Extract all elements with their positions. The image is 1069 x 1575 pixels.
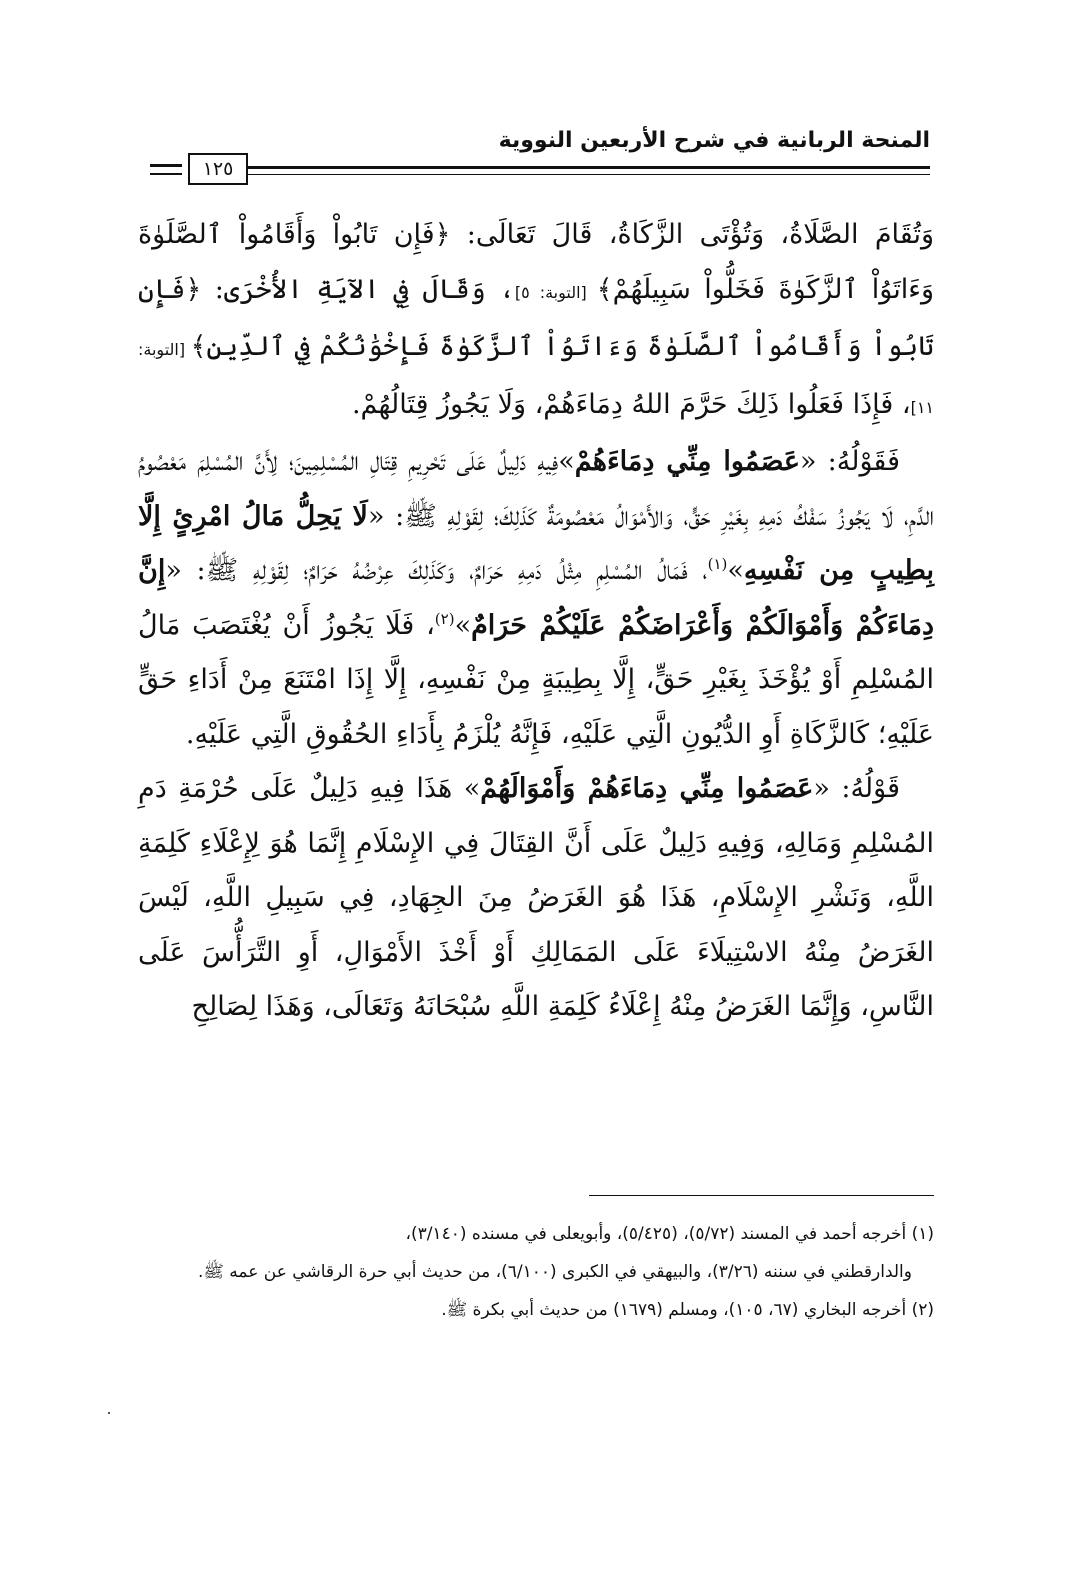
footnote-separator	[589, 1195, 934, 1196]
hadith-quote: عَصَمُوا مِنِّي دِمَاءَهُمْ وَأَمْوَالَهُمْ	[480, 773, 814, 804]
footnote-2: (٢) أخرجه البخاري (٦٧، ١٠٥)، ومسلم (١٦٧٩) من حديث أبي بكرة ﷺ.	[441, 1300, 934, 1320]
verse-reference: [التوبة: ٥]	[514, 282, 597, 302]
verse-reference: [التوبة: ١١]	[138, 340, 934, 417]
scan-speck	[108, 1412, 110, 1414]
main-text	[138, 208, 934, 1035]
footnote-1: (١) أخرجه أحمد في المسند (٥/٧٢)، (٥/٤٢٥)، وأبويعلى في مسنده (٣/١٤٠)،	[405, 1224, 934, 1244]
running-title: المنحة الربانية في شرح الأربعين النووية	[498, 128, 930, 153]
header-rule-left	[150, 164, 182, 175]
hadith-quote: عَصَمُوا مِنِّي دِمَاءَهُمْ	[574, 446, 800, 477]
header-rule	[240, 166, 930, 175]
footnote-marker: (٢)	[434, 609, 455, 628]
footnotes	[138, 1215, 934, 1329]
quran-verse: ﴿فَإِن تَابُواْ وَأَقَامُواْ ٱلصَّلَوٰةَ وَءَاتَوُاْ ٱلزَّكَوٰةَ فَإِخْوَٰنُكُمْ فِي ٱلدِّينِ﴾	[138, 273, 934, 362]
page-header	[150, 128, 930, 188]
hadith-quote: لَا يَحِلُّ مَالُ امْرِئٍ إِلَّا بِطِيبٍ مِن نَفْسِهِ	[138, 500, 934, 586]
footnote-1-continued: والدارقطني في سننه (٣/٢٦)، والبيهقي في الكبرى (٦/١٠٠)، من حديث أبي حرة الرقاشي عن عمه ﷺ.	[197, 1262, 912, 1282]
hadith-quote: إِنَّ دِمَاءَكُمْ وَأَمْوَالَكُمْ وَأَعْرَاضَكُمْ عَلَيْكُمْ حَرَامٌ	[138, 555, 934, 641]
quran-verse: ﴿فَإِن تَابُواْ وَأَقَامُواْ ٱلصَّلَوٰةَ وَءَاتَوُاْ ٱلزَّكَوٰةَ فَخَلُّواْ سَبِيلَهُمْ﴾	[138, 219, 934, 305]
paragraph-2: فَقَوْلُهُ: «عَصَمُوا مِنِّي دِمَاءَهُمْ»فِيهِ دَلِيلٌ عَلَى تَحْرِيمِ قِتَالِ المُسْلِمِينَ؛ لِأَنَّ المُسْلِمَ مَعْصُومُ الدَّمِ، لَا يَجُوزُ سَفْكُ دَمِهِ بِغَيْرِ حَقٍّ، وَالأَمْوَالُ مَعْصُومَةٌ كَذَلِكَ؛ لِقَوْلِهِ ﷺ: «لَا يَحِلُّ مَالُ امْرِئٍ إِلَّا بِطِيبٍ مِن نَفْسِهِ»$^{(١)}$، فَمَالُ المُسْلِمِ مِثْلُ دَمِهِ حَرَامٌ، وَكَذَلِكَ عِرْضُهُ حَرَامٌ؛ لِقَوْلِهِ ﷺ: «إِنَّ دِمَاءَكُمْ وَأَمْوَالَكُمْ وَأَعْرَاضَكُمْ عَلَيْكُمْ حَرَامٌ»$^{(٢)}$، فَلَا يَجُوزُ أَنْ يُغْتَصَبَ مَالُ المُسْلِمِ أَوْ يُؤْخَذَ بِغَيْرِ حَقٍّ، إِلَّا بِطِيبَةٍ مِنْ نَفْسِهِ، إِلَّا إِذَا امْتَنَعَ مِنْ أَدَاءِ حَقٍّ عَلَيْهِ؛ كَالزَّكَاةِ أَوِ الدُّيُونِ الَّتِي عَلَيْهِ، فَإِنَّهُ يُلْزَمُ بِأَدَاءِ الحُقُوقِ الَّتِي عَلَيْهِ.	[138, 446, 934, 750]
footnote-marker: (١)	[707, 555, 728, 573]
paragraph-3: قَوْلُهُ: «عَصَمُوا مِنِّي دِمَاءَهُمْ وَأَمْوَالَهُمْ» هَذَا فِيهِ دَلِيلٌ عَلَى حُرْمَةِ دَمِ المُسْلِمِ وَمَالِهِ، وَفِيهِ دَلِيلٌ عَلَى أَنَّ القِتَالَ فِي الإِسْلَامِ إِنَّمَا هُوَ لِإِعْلَاءِ كَلِمَةِ اللَّهِ، وَنَشْرِ الإِسْلَامِ، هَذَا هُوَ الغَرَضُ مِنَ الجِهَادِ، فِي سَبِيلِ اللَّهِ، لَيْسَ الغَرَضُ مِنْهُ الاسْتِيلَاءَ عَلَى المَمَالِكِ أَوْ أَخْذَ الأَمْوَالِ، أَوِ التَّرَأُّسَ عَلَى النَّاسِ، وَإِنَّمَا الغَرَضُ مِنْهُ إِعْلَاءُ كَلِمَةِ اللَّهِ سُبْحَانَهُ وَتَعَالَى، وَهَذَا لِصَالِحِ	[138, 773, 934, 1022]
page-number: ١٢٥	[188, 153, 248, 185]
paragraph-1: وَتُقَامَ الصَّلَاةُ، وَتُؤْتَى الزَّكَاةُ، قَالَ تَعَالَى: ﴿فَإِن تَابُواْ وَأَقَامُواْ ٱلصَّلَوٰةَ وَءَاتَوُاْ ٱلزَّكَوٰةَ فَخَلُّواْ سَبِيلَهُمْ﴾ [التوبة: ٥]، وَقَالَ فِي الآيَةِ الأُخْرَى: ﴿فَإِن تَابُواْ وَأَقَامُواْ ٱلصَّلَوٰةَ وَءَاتَوُاْ ٱلزَّكَوٰةَ فَإِخْوَٰنُكُمْ فِي ٱلدِّينِ﴾ [التوبة: ١١]، فَإِذَا فَعَلُوا ذَلِكَ حَرَّمَ اللهُ دِمَاءَهُمْ، وَلَا يَجُوزُ قِتَالُهُمْ.	[138, 219, 934, 420]
